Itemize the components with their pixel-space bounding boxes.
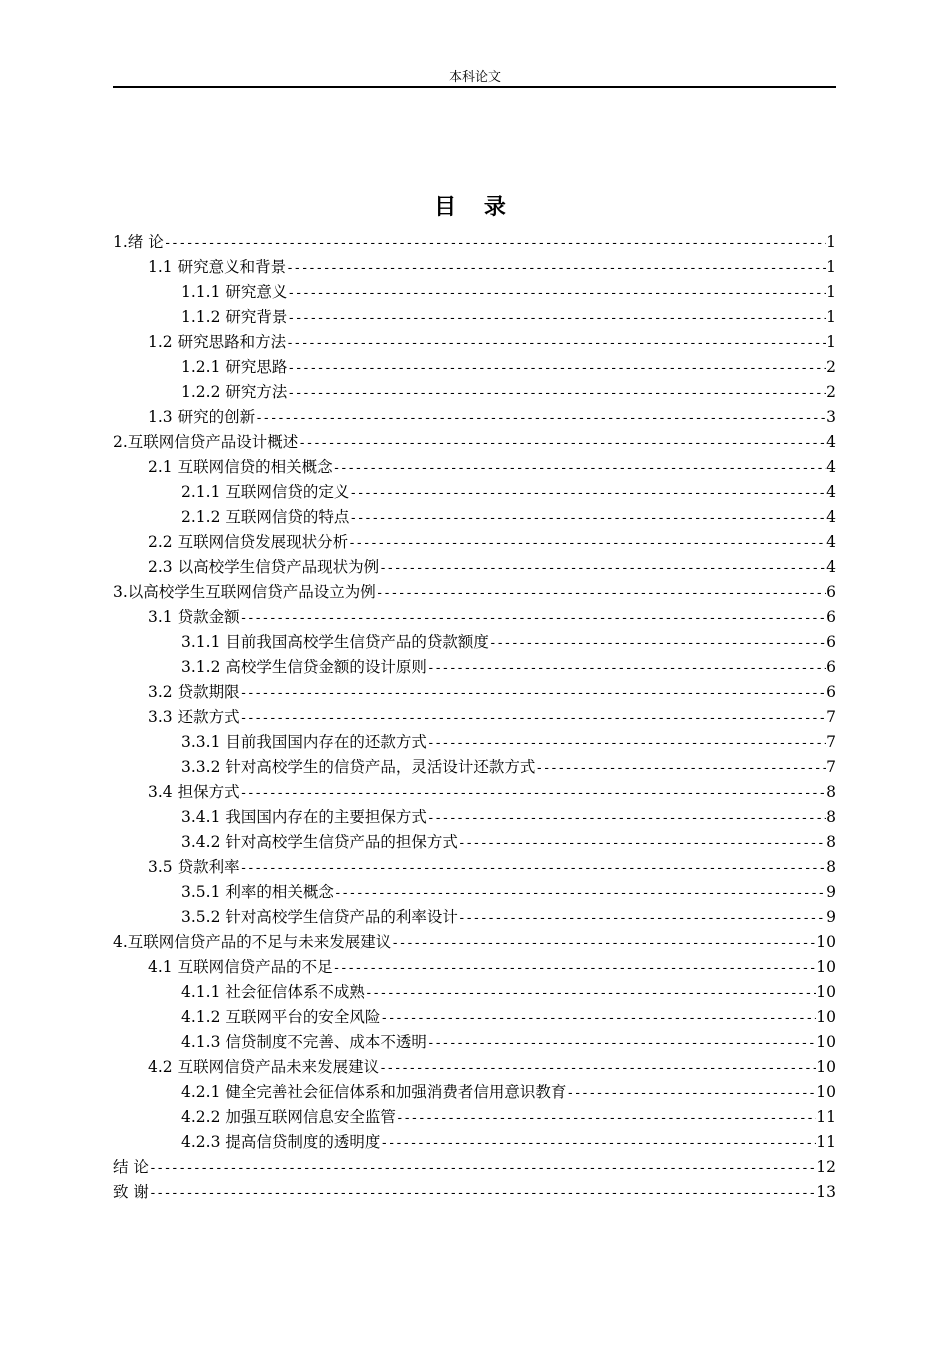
toc-entry[interactable] xyxy=(113,430,836,455)
toc-entry-title: 2.3 以高校学生信贷产品现状为例 xyxy=(148,558,380,576)
toc-entry[interactable] xyxy=(113,855,836,880)
toc-entry-page-number: 4 xyxy=(826,558,836,576)
toc-entry-title: 1.1.1 研究意义 xyxy=(181,283,288,301)
toc-entry-page-number: 7 xyxy=(826,708,836,726)
toc-dot-leader xyxy=(334,881,826,905)
toc-entry-title: 3.3.1 目前我国国内存在的还款方式 xyxy=(181,733,427,751)
toc-entry[interactable] xyxy=(113,530,836,555)
toc-entry-title: 2.1 互联网信贷的相关概念 xyxy=(148,458,333,476)
toc-entry-title: 3.2 贷款期限 xyxy=(148,683,240,701)
toc-dot-leader xyxy=(333,956,817,980)
toc-entry-page-number: 1 xyxy=(826,233,836,251)
toc-entry-title: 2.1.1 互联网信贷的定义 xyxy=(181,483,350,501)
page-header-text: 本科论文 xyxy=(448,70,501,85)
toc-entry-title: 3.3 还款方式 xyxy=(148,708,240,726)
toc-entry[interactable] xyxy=(113,1180,836,1205)
toc-dot-leader xyxy=(240,606,827,630)
toc-entry-page-number: 6 xyxy=(826,683,836,701)
toc-entry-title: 1.2 研究思路和方法 xyxy=(148,333,287,351)
toc-entry-title: 4.1.3 信贷制度不完善、成本不透明 xyxy=(181,1033,427,1051)
toc-dot-leader xyxy=(427,656,826,680)
toc-entry-page-number: 9 xyxy=(826,908,836,926)
toc-dot-leader xyxy=(240,781,827,805)
toc-entry-page-number: 6 xyxy=(826,583,836,601)
toc-entry-title: 3.5 贷款利率 xyxy=(148,858,240,876)
toc-entry-title: 结 论 xyxy=(113,1158,149,1176)
toc-entry-page-number: 1 xyxy=(826,258,836,276)
toc-entry-page-number: 7 xyxy=(826,758,836,776)
toc-entry-page-number: 8 xyxy=(826,808,836,826)
toc-entry-title: 1.绪 论 xyxy=(113,233,164,251)
toc-dot-leader xyxy=(287,306,826,330)
toc-entry[interactable] xyxy=(113,330,836,355)
toc-entry-title: 1.1 研究意义和背景 xyxy=(148,258,287,276)
toc-entry-page-number: 10 xyxy=(816,933,836,951)
toc-entry[interactable] xyxy=(113,1105,836,1130)
toc-entry-title: 1.1.2 研究背景 xyxy=(181,308,288,326)
toc-entry-title: 3.1.2 高校学生信贷金额的设计原则 xyxy=(181,658,427,676)
toc-entry-page-number: 10 xyxy=(816,1008,836,1026)
toc-dot-leader xyxy=(396,1106,816,1130)
toc-entry[interactable] xyxy=(113,705,836,730)
toc-entry-title: 2.互联网信贷产品设计概述 xyxy=(113,433,299,451)
toc-dot-leader xyxy=(427,806,826,830)
header-divider xyxy=(113,86,836,88)
toc-entry-title: 4.2 互联网信贷产品未来发展建议 xyxy=(148,1058,380,1076)
toc-entry-page-number: 9 xyxy=(826,883,836,901)
toc-entry[interactable] xyxy=(113,380,836,405)
toc-entry-page-number: 1 xyxy=(826,333,836,351)
toc-dot-leader xyxy=(427,1031,816,1055)
toc-entry-page-number: 7 xyxy=(826,733,836,751)
toc-entry-title: 3.3.2 针对高校学生的信贷产品，灵活设计还款方式 xyxy=(181,758,536,776)
toc-entry[interactable] xyxy=(113,505,836,530)
toc-entry-title: 1.3 研究的创新 xyxy=(148,408,256,426)
toc-entry-page-number: 10 xyxy=(816,1033,836,1051)
toc-entry-page-number: 8 xyxy=(826,783,836,801)
toc-dot-leader xyxy=(348,531,826,555)
toc-entry-title: 1.2.2 研究方法 xyxy=(181,383,288,401)
toc-entry[interactable] xyxy=(113,405,836,430)
toc-entry[interactable] xyxy=(113,830,836,855)
toc-entry-page-number: 1 xyxy=(826,308,836,326)
toc-dot-leader xyxy=(349,506,826,530)
toc-entry[interactable] xyxy=(113,655,836,680)
toc-entry-title: 4.2.2 加强互联网信息安全监管 xyxy=(181,1108,396,1126)
toc-entry-title: 4.1.1 社会征信体系不成熟 xyxy=(181,983,365,1001)
toc-entry[interactable] xyxy=(113,1130,836,1155)
toc-entry-title: 4.1.2 互联网平台的安全风险 xyxy=(181,1008,381,1026)
toc-dot-leader xyxy=(380,1006,816,1030)
toc-dot-leader xyxy=(489,631,826,655)
toc-entry[interactable] xyxy=(113,1080,836,1105)
toc-entry[interactable] xyxy=(113,630,836,655)
toc-entry-page-number: 4 xyxy=(826,458,836,476)
toc-dot-leader xyxy=(287,281,826,305)
toc-entry[interactable] xyxy=(113,605,836,630)
toc-dot-leader xyxy=(379,1056,816,1080)
toc-entry-title: 3.5.2 针对高校学生信贷产品的利率设计 xyxy=(181,908,458,926)
toc-entry[interactable] xyxy=(113,730,836,755)
toc-dot-leader xyxy=(349,481,826,505)
toc-dot-leader xyxy=(535,756,826,780)
toc-entry-page-number: 1 xyxy=(826,283,836,301)
toc-dot-leader xyxy=(286,256,826,280)
toc-entry-title: 3.5.1 利率的相关概念 xyxy=(181,883,334,901)
toc-entry[interactable] xyxy=(113,280,836,305)
toc-entry[interactable] xyxy=(113,1005,836,1030)
toc-entry[interactable] xyxy=(113,880,836,905)
toc-dot-leader xyxy=(458,906,826,930)
toc-dot-leader xyxy=(298,431,826,455)
toc-dot-leader xyxy=(379,556,826,580)
toc-entry-page-number: 4 xyxy=(826,433,836,451)
toc-dot-leader xyxy=(240,856,827,880)
toc-entry-title: 3.4.2 针对高校学生信贷产品的担保方式 xyxy=(181,833,458,851)
toc-entry[interactable] xyxy=(113,755,836,780)
toc-entry-title: 3.1 贷款金额 xyxy=(148,608,240,626)
toc-dot-leader xyxy=(287,356,826,380)
toc-entry[interactable] xyxy=(113,1055,836,1080)
toc-dot-leader xyxy=(255,406,826,430)
toc-dot-leader xyxy=(458,831,826,855)
toc-entry-title: 3.1.1 目前我国高校学生信贷产品的贷款额度 xyxy=(181,633,489,651)
toc-entry[interactable] xyxy=(113,1030,836,1055)
toc-entry-title: 2.2 互联网信贷发展现状分析 xyxy=(148,533,349,551)
toc-entry-title: 1.2.1 研究思路 xyxy=(181,358,288,376)
toc-dot-leader xyxy=(391,931,816,955)
toc-entry[interactable] xyxy=(113,355,836,380)
toc-entry-page-number: 10 xyxy=(816,983,836,1001)
table-of-contents xyxy=(113,230,836,1205)
toc-dot-leader xyxy=(240,706,827,730)
toc-entry-page-number: 3 xyxy=(826,408,836,426)
toc-entry[interactable] xyxy=(113,930,836,955)
toc-entry-page-number: 2 xyxy=(826,358,836,376)
toc-entry[interactable] xyxy=(113,680,836,705)
toc-entry-page-number: 10 xyxy=(816,958,836,976)
toc-entry-page-number: 4 xyxy=(826,483,836,501)
toc-entry[interactable] xyxy=(113,230,836,255)
toc-entry[interactable] xyxy=(113,255,836,280)
toc-dot-leader xyxy=(149,1181,816,1205)
toc-entry[interactable] xyxy=(113,805,836,830)
toc-entry-page-number: 4 xyxy=(826,533,836,551)
toc-entry[interactable] xyxy=(113,905,836,930)
toc-entry[interactable] xyxy=(113,555,836,580)
toc-entry[interactable] xyxy=(113,580,836,605)
toc-entry[interactable] xyxy=(113,305,836,330)
toc-dot-leader xyxy=(365,981,816,1005)
toc-entry-title: 3.以高校学生互联网信贷产品设立为例 xyxy=(113,583,376,601)
toc-dot-leader xyxy=(566,1081,816,1105)
toc-entry-page-number: 11 xyxy=(816,1108,836,1126)
toc-entry-page-number: 12 xyxy=(816,1158,836,1176)
toc-entry[interactable] xyxy=(113,780,836,805)
toc-entry-page-number: 2 xyxy=(826,383,836,401)
toc-dot-leader xyxy=(240,681,827,705)
toc-entry[interactable] xyxy=(113,480,836,505)
toc-entry-title: 4.互联网信贷产品的不足与未来发展建议 xyxy=(113,933,392,951)
toc-entry-page-number: 4 xyxy=(826,508,836,526)
toc-entry[interactable] xyxy=(113,955,836,980)
toc-entry-title: 2.1.2 互联网信贷的特点 xyxy=(181,508,350,526)
toc-dot-leader xyxy=(333,456,827,480)
toc-entry-title: 致 谢 xyxy=(113,1183,149,1201)
toc-dot-leader xyxy=(380,1131,816,1155)
toc-entry[interactable] xyxy=(113,455,836,480)
toc-entry-page-number: 6 xyxy=(826,658,836,676)
toc-dot-leader xyxy=(287,381,826,405)
toc-entry-page-number: 13 xyxy=(816,1183,836,1201)
toc-entry-page-number: 11 xyxy=(816,1133,836,1151)
toc-entry-page-number: 10 xyxy=(816,1058,836,1076)
toc-entry-title: 4.2.1 健全完善社会征信体系和加强消费者信用意识教育 xyxy=(181,1083,567,1101)
toc-entry[interactable] xyxy=(113,980,836,1005)
toc-entry-page-number: 6 xyxy=(826,608,836,626)
toc-entry-title: 4.1 互联网信贷产品的不足 xyxy=(148,958,333,976)
toc-dot-leader xyxy=(286,331,826,355)
toc-entry-title: 4.2.3 提高信贷制度的透明度 xyxy=(181,1133,381,1151)
toc-entry-title: 3.4.1 我国国内存在的主要担保方式 xyxy=(181,808,427,826)
toc-entry-page-number: 8 xyxy=(826,858,836,876)
toc-entry-page-number: 8 xyxy=(826,833,836,851)
toc-dot-leader xyxy=(376,581,826,605)
toc-entry-page-number: 6 xyxy=(826,633,836,651)
toc-dot-leader xyxy=(164,231,826,255)
toc-dot-leader xyxy=(149,1156,816,1180)
toc-entry-title: 3.4 担保方式 xyxy=(148,783,240,801)
toc-dot-leader xyxy=(427,731,826,755)
toc-title: 目 录 xyxy=(434,195,516,220)
toc-entry-page-number: 10 xyxy=(816,1083,836,1101)
toc-entry[interactable] xyxy=(113,1155,836,1180)
